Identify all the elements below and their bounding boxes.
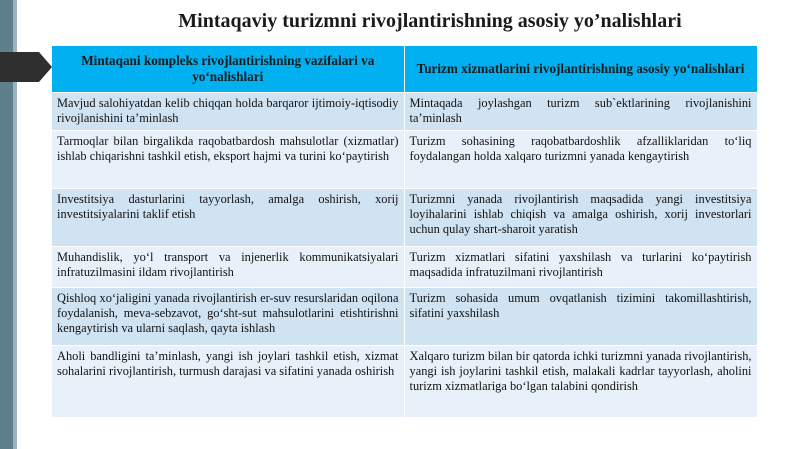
table-row <box>52 288 757 346</box>
table-cell: Xalqaro turizm bilan bir qatorda ichki turizmni yanada rivojlantirish, yangi ish joylarini tashkil etish, malakali kadrlar tayyorlash, aholini turizm xizmatlariga bo‘lgan talabini qondirish <box>404 346 757 418</box>
table-header-row <box>52 46 757 93</box>
table-row <box>52 131 757 189</box>
table-cell: Turizm sohasida umum ovqatlanish tizimini takomillashtirish, sifatini yaxshilash <box>404 288 757 346</box>
table-cell: Turizm sohasining raqobatbardoshlik afzalliklaridan to‘liq foydalangan holda xalqaro turizmni yanada kengaytirish <box>404 131 757 189</box>
table-cell: Turizmni yanada rivojlantirish maqsadida yangi investitsiya loyihalarini ishlab chiqish va amalga oshirish, xorij investorlari uchun qulay shart-sharoit yaratish <box>404 189 757 247</box>
header-regional-tasks: Mintaqani kompleks rivojlantirishning vazifalari va yo‘nalishlari <box>52 46 404 93</box>
table-cell: Tarmoqlar bilan birgalikda raqobatbardosh mahsulotlar (xizmatlar) ishlab chiqarishni tashkil etish, eksport hajmi va turini ko‘paytirish <box>52 131 404 189</box>
page-title: Mintaqaviy turizmni rivojlantirishning asosiy yo’nalishlari <box>178 10 682 32</box>
directions-table <box>52 46 758 417</box>
table-cell: Mavjud salohiyatdan kelib chiqqan holda barqaror ijtimoiy-iqtisodiy rivojlanishini ta’minlash <box>52 93 404 131</box>
table-cell: Turizm xizmatlari sifatini yaxshilash va turlarini ko‘paytirish maqsadida infratuzilmani rivojlantirish <box>404 247 757 288</box>
table-row <box>52 247 757 288</box>
table-row <box>52 346 757 418</box>
arrow-decoration <box>0 52 52 82</box>
table-cell: Investitsiya dasturlarini tayyorlash, amalga oshirish, xorij investitsiyalarini taklif etish <box>52 189 404 247</box>
table-row <box>52 189 757 247</box>
table-cell: Mintaqada joylashgan turizm sub`ektlarining rivojlanishini ta’minlash <box>404 93 757 131</box>
table-cell: Qishloq xo‘jaligini yanada rivojlantirish er-suv resurslaridan oqilona foydalanish, meva-sebzavot, go‘sht-sut mahsulotlarini etishtirishni kengaytirish va ularni saqlash, qayta ishlash <box>52 288 404 346</box>
table-cell: Muhandislik, yo‘l transport va injenerlik kommunikatsiyalari infratuzilmasini ildam rivojlantirish <box>52 247 404 288</box>
table-row <box>52 93 757 131</box>
table-cell: Aholi bandligini ta’minlash, yangi ish joylari tashkil etish, xizmat sohalarini rivojlantirish, turmush darajasi va sifatini yanada oshirish <box>52 346 404 418</box>
header-tourism-directions: Turizm xizmatlarini rivojlantirishning asosiy yo‘nalishlari <box>404 46 757 93</box>
